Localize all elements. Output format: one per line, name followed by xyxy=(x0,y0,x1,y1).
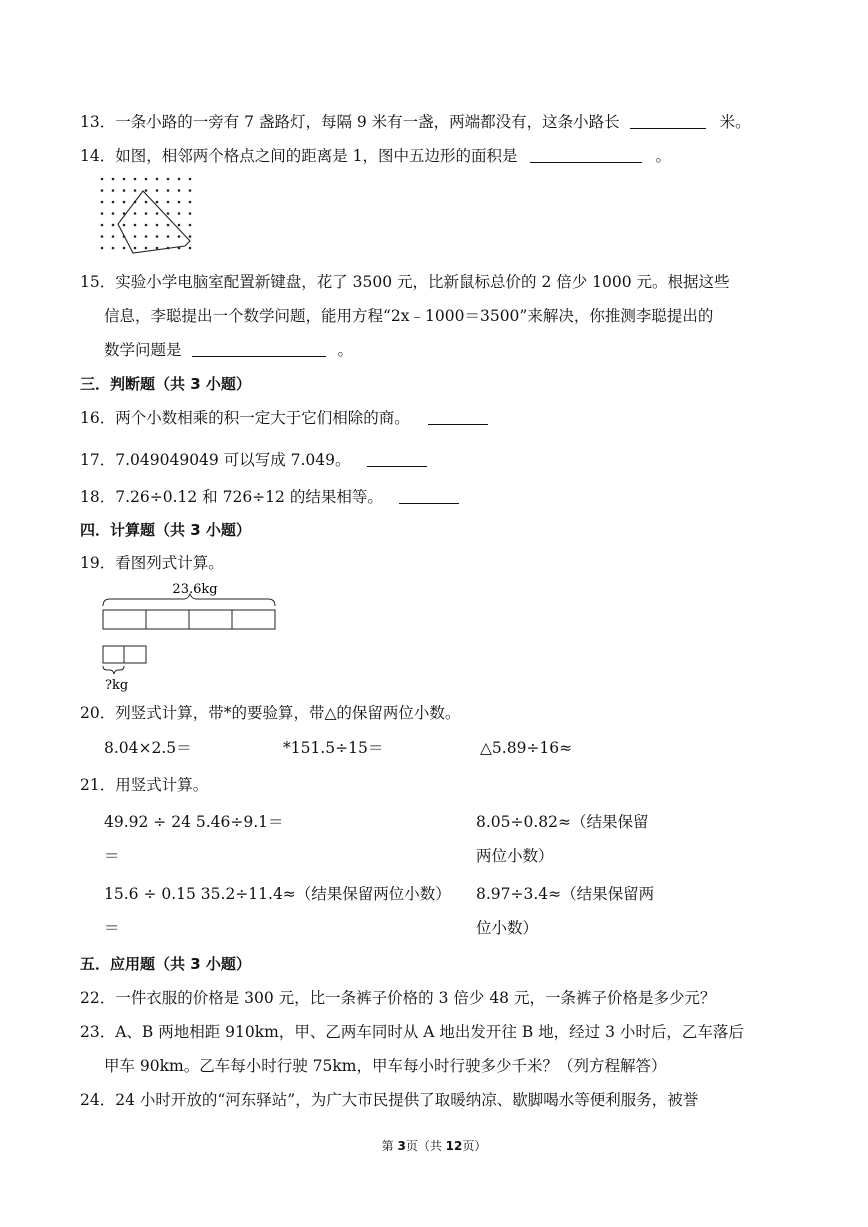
end-punct: 。 xyxy=(655,147,672,165)
question-15-line-1 xyxy=(80,272,730,292)
grid-dot xyxy=(123,224,126,227)
grid-dot xyxy=(189,201,192,204)
grid-dot xyxy=(178,189,181,192)
grid-dot xyxy=(112,201,115,204)
grid-dots xyxy=(101,178,192,250)
question-23-line-2: 甲车 90km。乙车每小时行驶 75km，甲车每小时行驶多少千米？（列方程解答） xyxy=(104,1057,667,1075)
question-16 xyxy=(80,408,492,428)
grid-dot xyxy=(156,235,159,238)
question-number: 17． xyxy=(80,451,116,469)
grid-dot xyxy=(101,224,104,227)
grid-dot xyxy=(134,212,137,215)
question-number: 14． xyxy=(80,147,116,165)
question-text: 24 小时开放的“河东驿站”，为广大市民提供了取暖纳凉、歇脚喝水等便利服务，被誉 xyxy=(115,1091,699,1109)
grid-dot xyxy=(167,235,170,238)
grid-dot xyxy=(101,189,104,192)
footer-text: 页（共 xyxy=(405,1139,446,1153)
total-page-number: 12 xyxy=(445,1139,463,1153)
question-number: 18． xyxy=(80,488,116,506)
question-text: 两个小数相乘的积一定大于它们相除的商。 xyxy=(115,409,410,427)
grid-dot xyxy=(178,201,181,204)
question-15-line-3 xyxy=(104,340,353,360)
calc-21-d-line-1: 8.97÷3.4≈（结果保留两 xyxy=(476,885,655,903)
section-3-title: 三．判断题（共 3 小题） xyxy=(80,375,251,393)
section-5-title: 五．应用题（共 3 小题） xyxy=(80,955,251,973)
grid-dot xyxy=(101,178,104,181)
grid-dot xyxy=(112,247,115,250)
question-text: 列竖式计算，带*的要验算，带△的保留两位小数。 xyxy=(115,704,461,722)
grid-dot xyxy=(145,212,148,215)
end-punct: 。 xyxy=(337,341,354,359)
calc-21-c-line-2: ＝ xyxy=(104,919,120,937)
question-23-line-1 xyxy=(80,1022,744,1042)
question-text: 看图列式计算。 xyxy=(115,554,224,572)
grid-dot xyxy=(178,235,181,238)
question-number: 19． xyxy=(80,554,116,572)
grid-dot xyxy=(156,212,159,215)
answer-blank[interactable] xyxy=(399,487,459,504)
question-text: A、B 两地相距 910km，甲、乙两车同时从 A 地出发开往 B 地，经过 3 小时后，乙车落后 xyxy=(115,1023,744,1041)
grid-dot xyxy=(178,212,181,215)
question-number: 13． xyxy=(80,113,116,131)
grid-dot xyxy=(101,201,104,204)
unknown-weight-label: ?kg xyxy=(105,678,129,693)
question-text: 用竖式计算。 xyxy=(115,776,209,794)
question-13 xyxy=(80,112,751,132)
grid-dot xyxy=(145,235,148,238)
question-text: 一条小路的一旁有 7 盏路灯，每隔 9 米有一盏，两端都没有，这条小路长 xyxy=(115,113,620,131)
grid-dot xyxy=(134,178,137,181)
answer-blank[interactable] xyxy=(192,340,326,357)
grid-dot xyxy=(134,224,137,227)
grid-dot xyxy=(112,178,115,181)
bar-model-figure xyxy=(100,578,280,694)
total-weight-label: 23.6kg xyxy=(172,582,218,597)
question-15-line-2: 信息，李聪提出一个数学问题，能用方程“2x﹣1000＝3500”来解决，你推测李聪提出的 xyxy=(104,307,714,325)
calc-item-1: 8.04×2.5＝ xyxy=(104,739,192,757)
question-number: 22． xyxy=(80,989,116,1007)
question-text: 一件衣服的价格是 300 元，比一条裤子价格的 3 倍少 48 元，一条裤子价格是多少元？ xyxy=(115,989,716,1007)
question-14 xyxy=(80,146,671,166)
grid-dot xyxy=(178,224,181,227)
question-text: 7.26÷0.12 和 726÷12 的结果相等。 xyxy=(115,488,383,506)
calc-item-3: △5.89÷16≈ xyxy=(480,739,573,757)
question-text: 实验小学电脑室配置新键盘，花了 3500 元，比新鼠标总价的 2 倍少 1000 元。根据这些 xyxy=(115,273,730,291)
part-brace xyxy=(103,666,124,674)
calc-item-2: *151.5÷15＝ xyxy=(283,739,384,757)
grid-dot xyxy=(167,212,170,215)
grid-dot xyxy=(123,189,126,192)
grid-dot xyxy=(189,178,192,181)
total-brace xyxy=(103,594,275,606)
grid-dot xyxy=(145,247,148,250)
grid-dot xyxy=(167,178,170,181)
grid-dot xyxy=(156,201,159,204)
page-footer xyxy=(0,1137,868,1154)
answer-blank[interactable] xyxy=(367,450,427,467)
question-24 xyxy=(80,1090,698,1110)
grid-dot xyxy=(189,212,192,215)
footer-text: 页） xyxy=(462,1139,487,1153)
calc-21-d-line-2: 位小数） xyxy=(476,919,539,937)
dot-grid-figure xyxy=(100,174,202,254)
grid-dot xyxy=(189,224,192,227)
grid-dot xyxy=(189,247,192,250)
grid-dot xyxy=(134,235,137,238)
grid-dot xyxy=(101,235,104,238)
grid-dot xyxy=(112,235,115,238)
question-22 xyxy=(80,988,715,1008)
pentagon-shape xyxy=(118,191,190,253)
grid-dot xyxy=(167,201,170,204)
unit-text: 米。 xyxy=(719,113,751,131)
grid-dot xyxy=(101,212,104,215)
question-number: 24． xyxy=(80,1091,116,1109)
grid-dot xyxy=(156,189,159,192)
question-19 xyxy=(80,553,224,573)
grid-dot xyxy=(145,189,148,192)
grid-dot xyxy=(112,212,115,215)
question-number: 20． xyxy=(80,704,116,722)
grid-dot xyxy=(156,178,159,181)
grid-dot xyxy=(145,224,148,227)
question-text: 如图，相邻两个格点之间的距离是 1，图中五边形的面积是 xyxy=(115,147,518,165)
grid-dot xyxy=(145,178,148,181)
question-number: 23． xyxy=(80,1023,116,1041)
grid-dot xyxy=(123,201,126,204)
question-21 xyxy=(80,775,208,795)
grid-dot xyxy=(167,189,170,192)
question-17 xyxy=(80,450,431,470)
section-4-title: 四．计算题（共 3 小题） xyxy=(80,521,251,539)
grid-dot xyxy=(123,247,126,250)
current-page-number: 3 xyxy=(397,1139,406,1153)
grid-dot xyxy=(167,224,170,227)
grid-dot xyxy=(189,235,192,238)
grid-dot xyxy=(189,189,192,192)
grid-dot xyxy=(112,189,115,192)
calc-21-b-line-2: 两位小数） xyxy=(476,847,554,865)
calc-21-c-line-1: 15.6 ÷ 0.15 35.2÷11.4≈（结果保留两位小数） xyxy=(104,885,451,903)
grid-dot xyxy=(123,178,126,181)
grid-dot xyxy=(145,201,148,204)
answer-blank[interactable] xyxy=(428,408,488,425)
calc-21-a-line-1: 49.92 ÷ 24 5.46÷9.1＝ xyxy=(104,813,284,831)
calc-21-a-line-2: ＝ xyxy=(104,847,120,865)
calc-21-b-line-1: 8.05÷0.82≈（结果保留 xyxy=(476,813,649,831)
grid-dot xyxy=(134,247,137,250)
grid-dot xyxy=(101,247,104,250)
grid-dot xyxy=(156,224,159,227)
question-number: 15． xyxy=(80,273,116,291)
grid-dot xyxy=(178,178,181,181)
question-number: 21． xyxy=(80,776,116,794)
question-20 xyxy=(80,703,460,723)
grid-dot xyxy=(156,247,159,250)
question-18 xyxy=(80,487,463,507)
footer-text: 第 xyxy=(381,1139,398,1153)
grid-dot xyxy=(112,224,115,227)
question-text: 数学问题是 xyxy=(104,341,182,359)
question-number: 16． xyxy=(80,409,116,427)
answer-blank[interactable] xyxy=(630,112,706,129)
question-text: 7.049049049 可以写成 7.049。 xyxy=(115,451,351,469)
answer-blank[interactable] xyxy=(530,146,642,163)
grid-dot xyxy=(134,189,137,192)
